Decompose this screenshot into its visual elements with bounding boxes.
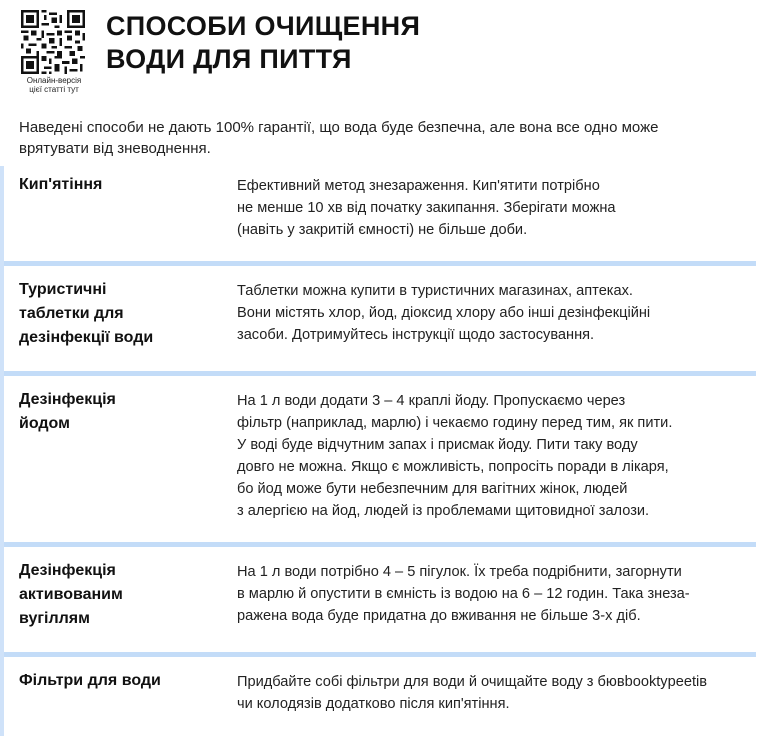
method-desc-line: Таблетки можна купити в туристичних магазинах, аптеках. [237, 283, 633, 299]
method-desc-line: фільтр (наприклад, марлю) і чекаємо годину перед тим, як пити. [237, 415, 673, 431]
page-title [106, 10, 420, 76]
method-desc-line: На 1 л води потрібно 4 – 5 пігулок. Їх треба подрібнити, загорнути [237, 564, 682, 580]
intro-line: Наведені способи не дають 100% гарантії, що вода буде безпечна, але вона все одно може [19, 119, 659, 136]
row-divider [4, 652, 756, 657]
method-desc-line: Придбайте собі фільтри для води й очищайте воду з бювbooktypeetів [237, 674, 707, 690]
method-title-line: Туристичні [19, 281, 107, 298]
method-title-line: Кип'ятіння [19, 176, 103, 193]
method-description [237, 280, 757, 346]
method-title [19, 173, 214, 197]
method-title [19, 669, 214, 693]
qr-code[interactable] [21, 10, 85, 74]
method-desc-line: не менше 10 хв від початку закипання. Зберігати можна [237, 200, 616, 216]
method-title-line: йодом [19, 415, 70, 432]
method-desc-line: (навіть у закритій ємності) не більше доби. [237, 222, 528, 238]
row-divider [4, 261, 756, 266]
method-title-line: Фільтри для води [19, 672, 161, 689]
method-description [237, 561, 757, 627]
method-desc-line: з алергією на йод, людей із проблемами щитовидної залози. [237, 503, 650, 519]
row-divider [4, 542, 756, 547]
method-title [19, 559, 214, 631]
method-title [19, 278, 214, 350]
intro-line: врятувати від зневоднення. [19, 140, 211, 157]
method-desc-line: Ефективний метод знезараження. Кип'ятити потрібно [237, 178, 600, 194]
method-title-line: таблетки для [19, 305, 124, 322]
method-row-boiling [4, 166, 756, 266]
method-title-line: активованим [19, 586, 123, 603]
method-desc-line: На 1 л води додати 3 – 4 краплі йоду. Пропускаємо через [237, 393, 626, 409]
method-desc-line: Вони містять хлор, йод, діоксид хлору або інші дезінфекційні [237, 305, 651, 321]
method-row-tablets [4, 271, 756, 376]
method-description [237, 671, 757, 715]
qr-caption [14, 76, 94, 94]
method-desc-line: У воді буде відчутним запах і присмак йоду. Пити таку воду [237, 437, 638, 453]
method-desc-line: засоби. Дотримуйтесь інструкції щодо застосування. [237, 327, 595, 343]
method-title-line: Дезінфекція [19, 391, 116, 408]
title-line: СПОСОБИ ОЧИЩЕННЯ [106, 11, 421, 41]
method-title-line: Дезінфекція [19, 562, 116, 579]
method-desc-line: довго не можна. Якщо є можливість, попросіть поради в лікаря, [237, 459, 669, 475]
qr-caption-line: цієї статті тут [29, 85, 79, 94]
method-desc-line: ражена вода буде придатна до вживання не більше 3-х діб. [237, 608, 641, 624]
method-description [237, 175, 757, 241]
method-row-filters [4, 662, 756, 736]
method-title-line: дезінфекції води [19, 329, 154, 346]
method-desc-line: бо йод може бути небезпечним для вагітних жінок, людей [237, 481, 628, 497]
method-desc-line: в марлю й опустити в ємність із водою на 6 – 12 годин. Така знеза- [237, 586, 690, 602]
method-description [237, 390, 757, 522]
method-title-line: вугіллям [19, 610, 90, 627]
method-row-iodine [4, 381, 756, 547]
method-title [19, 388, 214, 436]
row-divider [4, 371, 756, 376]
intro-paragraph [19, 117, 759, 159]
title-line: ВОДИ ДЛЯ ПИТТЯ [106, 44, 352, 74]
method-desc-line: чи колодязів додатково після кип'ятіння. [237, 696, 510, 712]
qr-caption-line: Онлайн-версія [26, 76, 82, 85]
method-row-charcoal [4, 552, 756, 657]
